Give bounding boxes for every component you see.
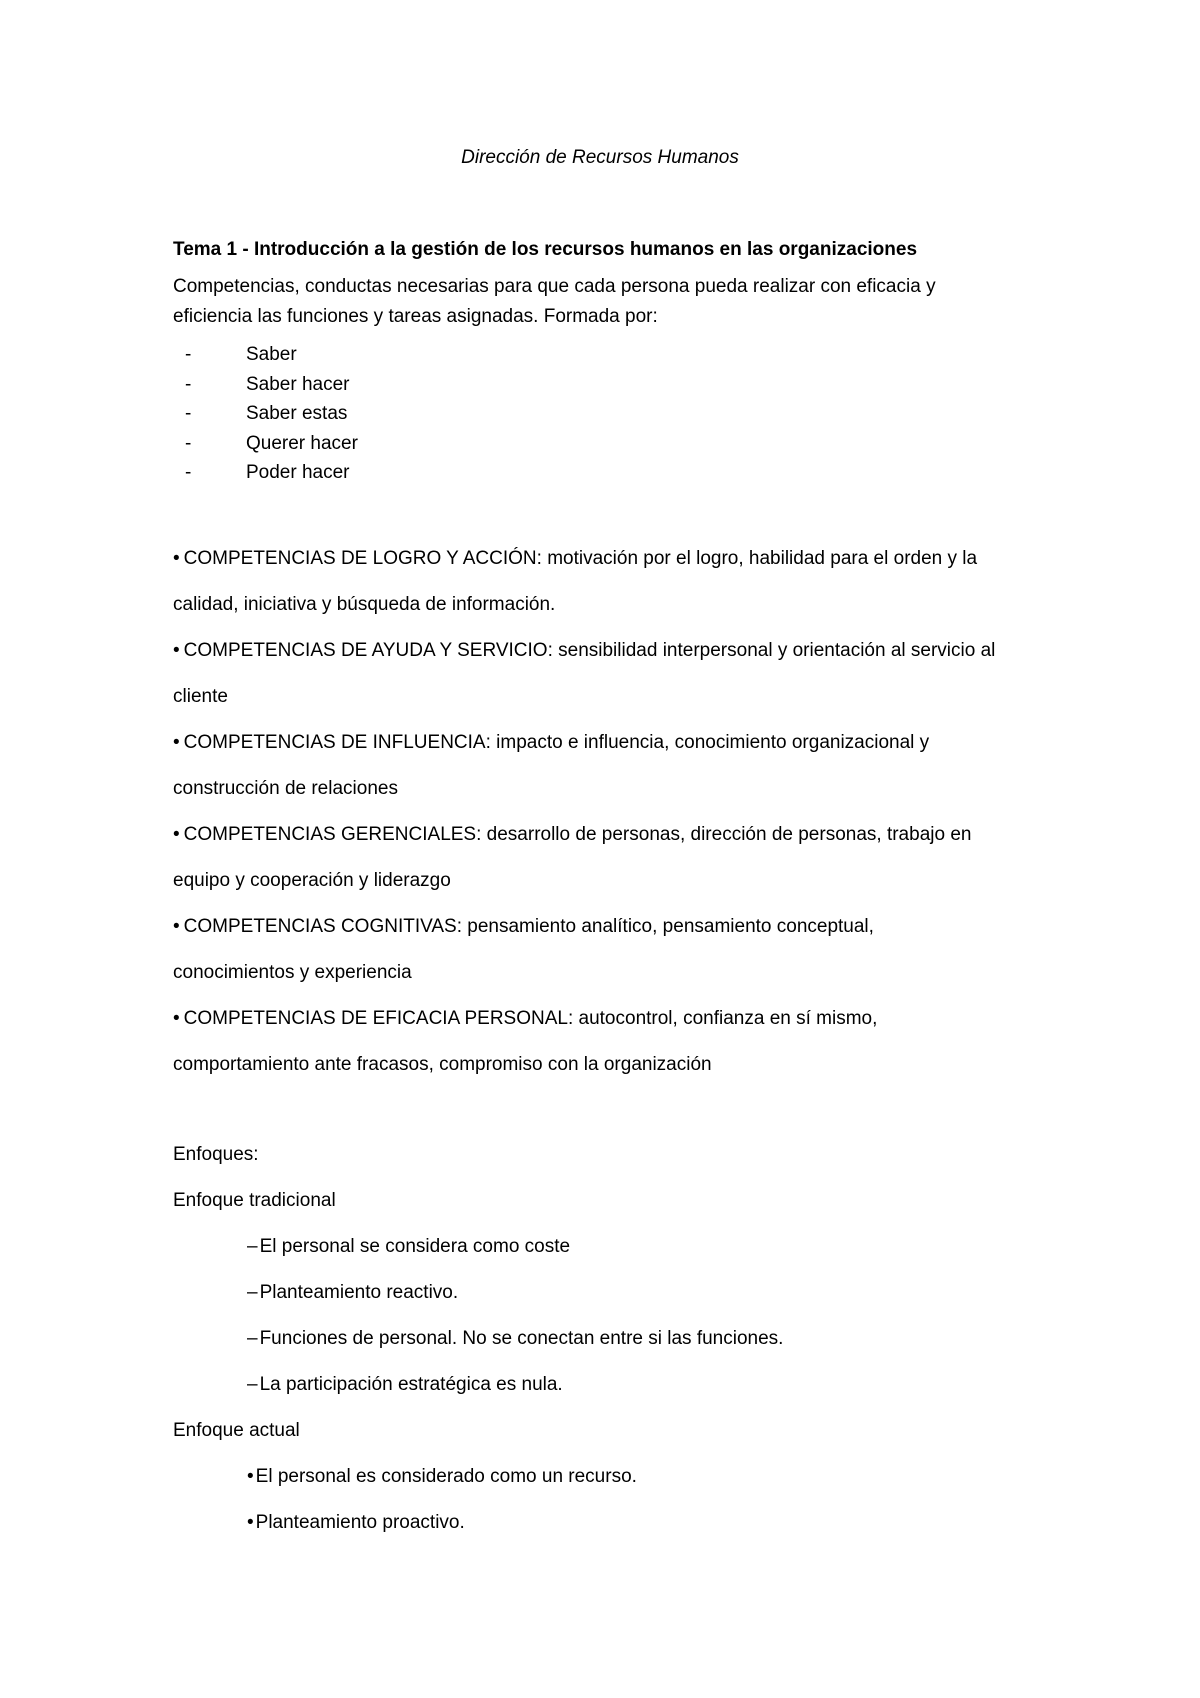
enfoque-actual-title: Enfoque actual (173, 1419, 300, 1441)
competencia-text: comportamiento ante fracasos, compromiso con la organización (173, 1053, 712, 1075)
competencia-text: construcción de relaciones (173, 777, 398, 799)
intro-line: Competencias, conductas necesarias para que cada persona pueda realizar con eficacia y (173, 276, 936, 297)
bullet-icon: • (173, 639, 180, 661)
dash-marker: - (185, 432, 192, 454)
competencia-item (173, 628, 1033, 720)
list-item-text: Saber (246, 344, 297, 365)
competencia-text: COMPETENCIAS COGNITIVAS: pensamiento analítico, pensamiento conceptual, (183, 915, 874, 937)
list-item (247, 1454, 1033, 1500)
list-item (247, 1270, 1033, 1316)
competencia-text: COMPETENCIAS DE AYUDA Y SERVICIO: sensibilidad interpersonal y orientación al servicio al (183, 639, 996, 661)
list-item-text: Planteamiento reactivo. (259, 1281, 459, 1303)
dash-marker: – (247, 1373, 258, 1395)
skills-list (173, 340, 1033, 488)
list-item-text: Querer hacer (246, 432, 358, 454)
document-body (173, 237, 1033, 1546)
list-item (247, 1362, 1033, 1408)
competencia-text: calidad, iniciativa y búsqueda de información. (173, 593, 556, 615)
dash-marker: - (185, 373, 192, 395)
enfoque-tradicional-title: Enfoque tradicional (173, 1189, 336, 1211)
bullet-icon: • (173, 731, 180, 753)
enfoque-actual-list (173, 1454, 1033, 1546)
competencia-text: COMPETENCIAS DE EFICACIA PERSONAL: autocontrol, confianza en sí mismo, (183, 1007, 878, 1029)
competencia-item (173, 904, 1033, 996)
list-item (247, 1316, 1033, 1362)
intro-line: eficiencia las funciones y tareas asignadas. Formada por: (173, 306, 658, 327)
competencias-list (173, 536, 1033, 1088)
bullet-icon: • (173, 1007, 180, 1029)
dash-marker: - (185, 403, 192, 424)
enfoque-tradicional-list (173, 1224, 1033, 1408)
enfoques-title: Enfoques: (173, 1143, 259, 1165)
bullet-icon: • (173, 915, 180, 937)
list-item-text: Poder hacer (246, 462, 350, 483)
list-item-text: El personal es considerado como un recurso. (255, 1465, 637, 1487)
list-item (247, 1500, 1033, 1546)
list-item (173, 429, 1033, 459)
bullet-icon: • (173, 823, 180, 845)
dash-marker: – (247, 1235, 258, 1257)
bullet-icon: • (173, 547, 180, 569)
list-item (173, 458, 1033, 488)
competencia-text: equipo y cooperación y liderazgo (173, 869, 451, 891)
list-item (247, 1224, 1033, 1270)
list-item (173, 340, 1033, 370)
bullet-icon: • (247, 1511, 254, 1533)
section-heading: Tema 1 - Introducción a la gestión de los recursos humanos en las organizaciones (173, 239, 918, 260)
list-item-text: El personal se considera como coste (259, 1235, 571, 1257)
competencia-item (173, 812, 1033, 904)
list-item-text: Saber hacer (246, 373, 350, 395)
competencia-item (173, 720, 1033, 812)
list-item-text: Funciones de personal. No se conectan entre si las funciones. (259, 1327, 784, 1349)
competencia-text: conocimientos y experiencia (173, 961, 412, 983)
competencia-item (173, 996, 1033, 1088)
dash-marker: – (247, 1281, 258, 1303)
bullet-icon: • (247, 1465, 254, 1487)
competencia-item (173, 536, 1033, 628)
list-item-text: Saber estas (246, 403, 348, 424)
list-item-text: La participación estratégica es nula. (259, 1373, 563, 1395)
dash-marker: - (185, 462, 192, 483)
document-title: Dirección de Recursos Humanos (461, 147, 739, 168)
dash-marker: - (185, 344, 192, 365)
competencia-text: COMPETENCIAS DE INFLUENCIA: impacto e influencia, conocimiento organizacional y (183, 731, 930, 753)
list-item-text: Planteamiento proactivo. (255, 1511, 465, 1533)
competencia-text: cliente (173, 685, 228, 707)
competencia-text: COMPETENCIAS GERENCIALES: desarrollo de personas, dirección de personas, trabajo en (183, 823, 972, 845)
list-item (173, 399, 1033, 429)
dash-marker: – (247, 1327, 258, 1349)
list-item (173, 370, 1033, 400)
competencia-text: COMPETENCIAS DE LOGRO Y ACCIÓN: motivación por el logro, habilidad para el orden y la (183, 547, 978, 569)
intro-paragraph (173, 272, 1033, 332)
